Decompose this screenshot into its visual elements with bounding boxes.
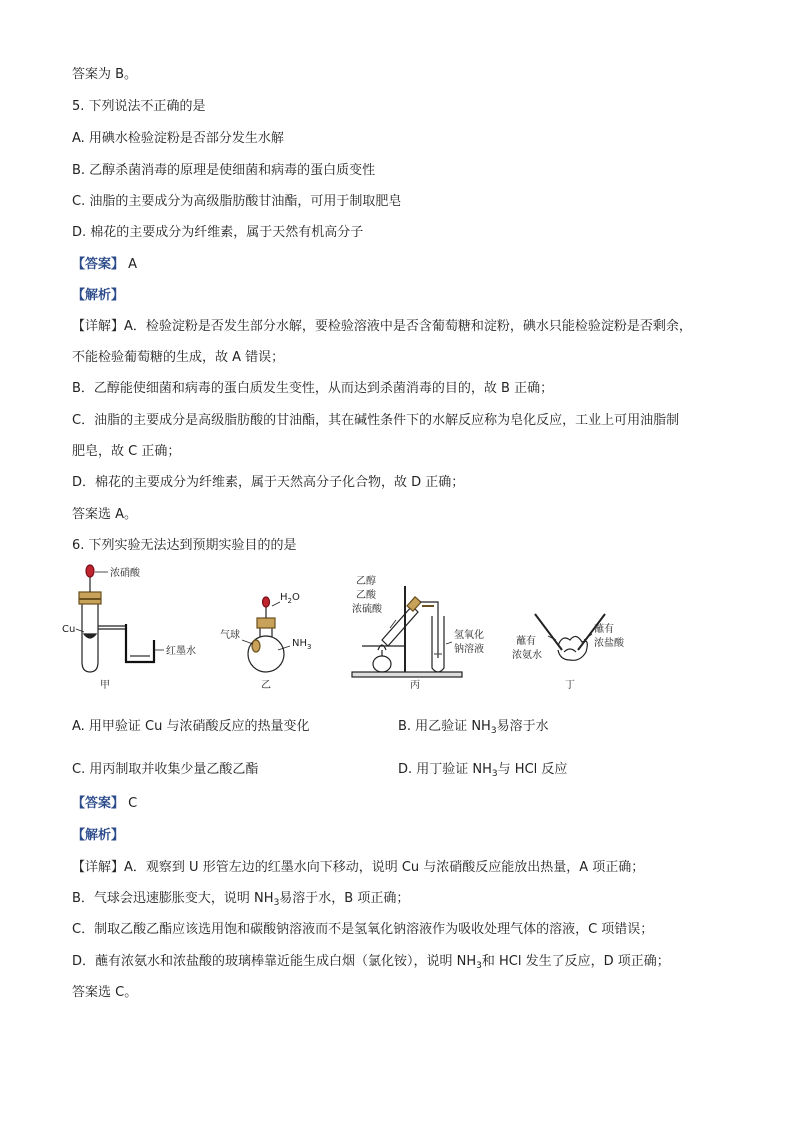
q6-answer: 【答案】 C bbox=[72, 796, 138, 811]
label-dip-ammonia-2: 浓氨水 bbox=[512, 650, 542, 661]
q6-option-a: A. 用甲验证 Cu 与浓硝酸反应的热量变化 bbox=[72, 719, 310, 734]
apparatus-jia bbox=[76, 565, 164, 672]
answer-tag: 【答案】 bbox=[72, 257, 125, 272]
label-bing: 丙 bbox=[410, 680, 420, 691]
q5-option-d: D. 棉花的主要成分为纤维素，属于天然有机高分子 bbox=[72, 225, 364, 240]
apparatus-yi bbox=[242, 597, 290, 672]
q6-option-d: D. 用丁验证 $NH_3$与 HCl 反应 bbox=[398, 762, 568, 779]
q5-answer-value: A bbox=[128, 257, 138, 272]
label-h2o: $H_2O$ bbox=[280, 592, 300, 605]
q6-answer-value: C bbox=[128, 796, 138, 811]
label-naoh-2: 钠溶液 bbox=[454, 644, 484, 655]
q6-detail-4: D．蘸有浓氨水和浓盐酸的玻璃棒靠近能生成白烟（氯化铵），说明 $NH_3$和 HCl 发生了反应，D 项正确； bbox=[72, 954, 670, 971]
label-red-ink: 红墨水 bbox=[166, 646, 196, 657]
q6-option-b: B. 用乙验证 $NH_3$易溶于水 bbox=[398, 719, 549, 736]
q6-analysis-tag: 【解析】 bbox=[72, 828, 125, 843]
q5-analysis-tag: 【解析】 bbox=[72, 288, 125, 303]
q5-detail-4: D．棉花的主要成分为纤维素，属于天然高分子化合物，故 D 正确； bbox=[72, 475, 465, 490]
label-nh3: $NH_3$ bbox=[292, 638, 312, 651]
experiment-figure bbox=[60, 562, 660, 702]
q5-option-a: A. 用碘水检验淀粉是否部分发生水解 bbox=[72, 131, 284, 146]
q5-detail-1: 【详解】A．检验淀粉是否发生部分水解，要检验溶液中是否含葡萄糖和淀粉，碘水只能检验淀粉是否剩余， bbox=[72, 319, 692, 334]
label-acetic: 乙酸 bbox=[356, 590, 376, 601]
label-cu: Cu bbox=[62, 624, 76, 635]
label-ding: 丁 bbox=[565, 680, 575, 691]
q6-option-c: C. 用丙制取并收集少量乙酸乙酯 bbox=[72, 762, 259, 777]
q5-answer bbox=[72, 256, 137, 274]
q5-detail-1b: 不能检验葡萄糖的生成，故 A 错误； bbox=[72, 350, 285, 365]
label-jia: 甲 bbox=[100, 680, 110, 691]
q6-detail-2: B．气球会迅速膨胀变大，说明 $NH_3$易溶于水，B 项正确； bbox=[72, 891, 410, 908]
q6-detail-1: 【详解】A．观察到 U 形管左边的红墨水向下移动，说明 Cu 与浓硝酸反应能放出热量，A 项正确； bbox=[72, 860, 645, 875]
label-dip-ammonia-1: 蘸有 bbox=[516, 636, 536, 647]
q5-option-c: C. 油脂的主要成分为高级脂肪酸甘油酯，可用于制取肥皂 bbox=[72, 194, 402, 209]
label-conc-sulfuric: 浓硫酸 bbox=[352, 604, 382, 615]
q5-detail-3b: 肥皂，故 C 正确； bbox=[72, 444, 181, 459]
q5-detail-3: C．油脂的主要成分是高级脂肪酸的甘油酯，其在碱性条件下的水解反应称为皂化反应，工业上可用油脂制 bbox=[72, 413, 680, 428]
q6-stem: 6. 下列实验无法达到预期实验目的的是 bbox=[72, 538, 297, 553]
q6-detail-3: C．制取乙酸乙酯应该选用饱和碳酸钠溶液而不是氢氧化钠溶液作为吸收处理气体的溶液，C 项错误； bbox=[72, 922, 654, 937]
label-dip-hcl-1: 蘸有 bbox=[594, 624, 614, 635]
label-balloon: 气球 bbox=[220, 630, 240, 641]
q5-option-b: B. 乙醇杀菌消毒的原理是使细菌和病毒的蛋白质变性 bbox=[72, 163, 376, 178]
q5-detail-2: B．乙醇能使细菌和病毒的蛋白质发生变性，从而达到杀菌消毒的目的，故 B 正确； bbox=[72, 381, 554, 396]
q6-conclusion: 答案选 C。 bbox=[72, 985, 138, 1000]
label-naoh-1: 氢氧化 bbox=[454, 630, 484, 641]
label-conc-nitric: 浓硝酸 bbox=[110, 568, 140, 579]
prev-answer: 答案为 B。 bbox=[72, 67, 138, 82]
q5-conclusion: 答案选 A。 bbox=[72, 507, 138, 522]
label-yi: 乙 bbox=[261, 680, 271, 691]
label-dip-hcl-2: 浓盐酸 bbox=[594, 638, 624, 649]
label-ethanol: 乙醇 bbox=[356, 576, 376, 587]
q5-stem: 5. 下列说法不正确的是 bbox=[72, 99, 206, 114]
